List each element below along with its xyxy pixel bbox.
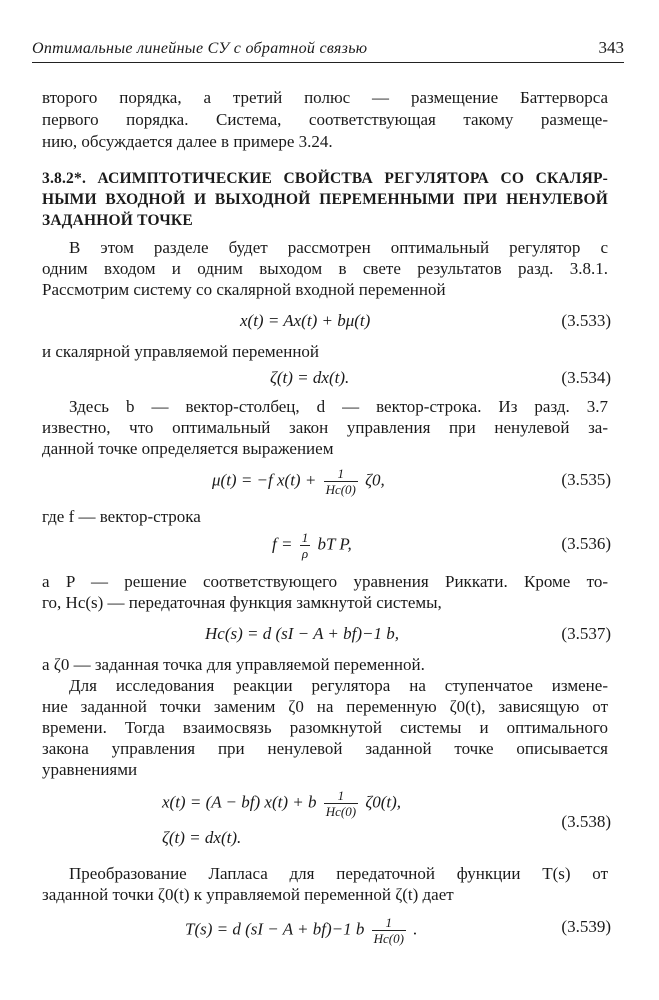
text-line: времени. Тогда взаимосвязь разомкнутой системы и оптимального xyxy=(42,718,608,737)
equation-3-537: Hc(s) = d (sI − A + bf)−1 b, xyxy=(205,624,399,643)
equation-3-535: μ(t) = −f x(t) + $\frac{1}{Hc(0)}$ ζ0, xyxy=(212,466,385,497)
text-line: второго порядка, а третий полюс — размещение Баттерворса xyxy=(42,88,608,107)
text-line: одним входом и одним выходом в свете результатов разд. 3.8.1. xyxy=(42,259,608,278)
section-heading-line: НЫМИ ВХОДНОЙ И ВЫХОДНОЙ ПЕРЕМЕННЫМИ ПРИ НЕНУЛЕВОЙ xyxy=(42,191,608,208)
equation-number: (3.538) xyxy=(561,812,611,831)
equation-3-533: x(t) = Ax(t) + bμ(t) xyxy=(240,311,371,330)
text-line: Здесь b — вектор-столбец, d — вектор-строка. Из разд. 3.7 xyxy=(69,397,608,416)
text-line: данной точке определяется выражением xyxy=(42,439,334,458)
equation-number: (3.534) xyxy=(561,368,611,387)
text-line: уравнениями xyxy=(42,760,138,779)
section-heading-line: 3.8.2*. АСИМПТОТИЧЕСКИЕ СВОЙСТВА РЕГУЛЯТОРА СО СКАЛЯР- xyxy=(42,170,608,187)
text-line: а ζ0 — заданная точка для управляемой переменной. xyxy=(42,655,425,674)
running-title: Оптимальные линейные СУ с обратной связью xyxy=(32,40,368,57)
text-line: закона управления при ненулевой заданной точке описывается xyxy=(42,739,608,758)
text-line: ние заданной точки заменим ζ0 на переменную ζ0(t), зависящую от xyxy=(42,697,608,716)
equation-number: (3.536) xyxy=(561,534,611,553)
text-line: Для исследования реакции регулятора на ступенчатое измене- xyxy=(69,676,608,695)
header-rule xyxy=(32,62,624,63)
fraction: $\frac{1}{\rho}$ xyxy=(301,530,309,561)
text-line: где f — вектор-строка xyxy=(42,507,201,526)
section-heading-line: ЗАДАННОЙ ТОЧКЕ xyxy=(42,212,193,229)
equation-number: (3.533) xyxy=(561,311,611,330)
text-line: В этом разделе будет рассмотрен оптимальный регулятор с xyxy=(69,238,608,257)
running-header xyxy=(32,38,624,58)
text-line: Преобразование Лапласа для передаточной функции T(s) от xyxy=(69,864,608,883)
fraction: $\frac{1}{Hc(0)}$ xyxy=(325,466,356,497)
equation-number: (3.537) xyxy=(561,624,611,643)
text-line: известно, что оптимальный закон управления при ненулевой за- xyxy=(42,418,608,437)
page-number: 343 xyxy=(598,38,624,57)
equation-3-539: T(s) = d (sI − A + bf)−1 b $\frac{1}{Hc(0)}$ . xyxy=(185,915,418,946)
equation-number: (3.535) xyxy=(561,470,611,489)
equation-number: (3.539) xyxy=(561,917,611,936)
equation-3-538-a: x(t) = (A − bf) x(t) + b $\frac{1}{Hc(0)}$ ζ0(t), xyxy=(162,788,401,819)
text-line: и скалярной управляемой переменной xyxy=(42,342,320,361)
equation-3-538-b: ζ(t) = dx(t). xyxy=(162,828,242,847)
text-line: заданной точки ζ0(t) к управляемой переменной ζ(t) дает xyxy=(42,885,454,904)
text-line: первого порядка. Система, соответствующая такому размеще- xyxy=(42,110,608,129)
text-line: Рассмотрим систему со скалярной входной переменной xyxy=(42,280,446,299)
fraction: $\frac{1}{Hc(0)}$ xyxy=(325,788,357,819)
equation-3-534: ζ(t) = dx(t). xyxy=(270,368,350,387)
equation-3-536: f = $\frac{1}{\rho}$ bT P, xyxy=(272,530,352,561)
text-line: а P — решение соответствующего уравнения Риккати. Кроме то- xyxy=(42,572,608,591)
text-line: го, Hc(s) — передаточная функция замкнутой системы, xyxy=(42,593,442,612)
text-line: нию, обсуждается далее в примере 3.24. xyxy=(42,132,333,151)
fraction: $\frac{1}{Hc(0)}$ xyxy=(373,915,404,946)
